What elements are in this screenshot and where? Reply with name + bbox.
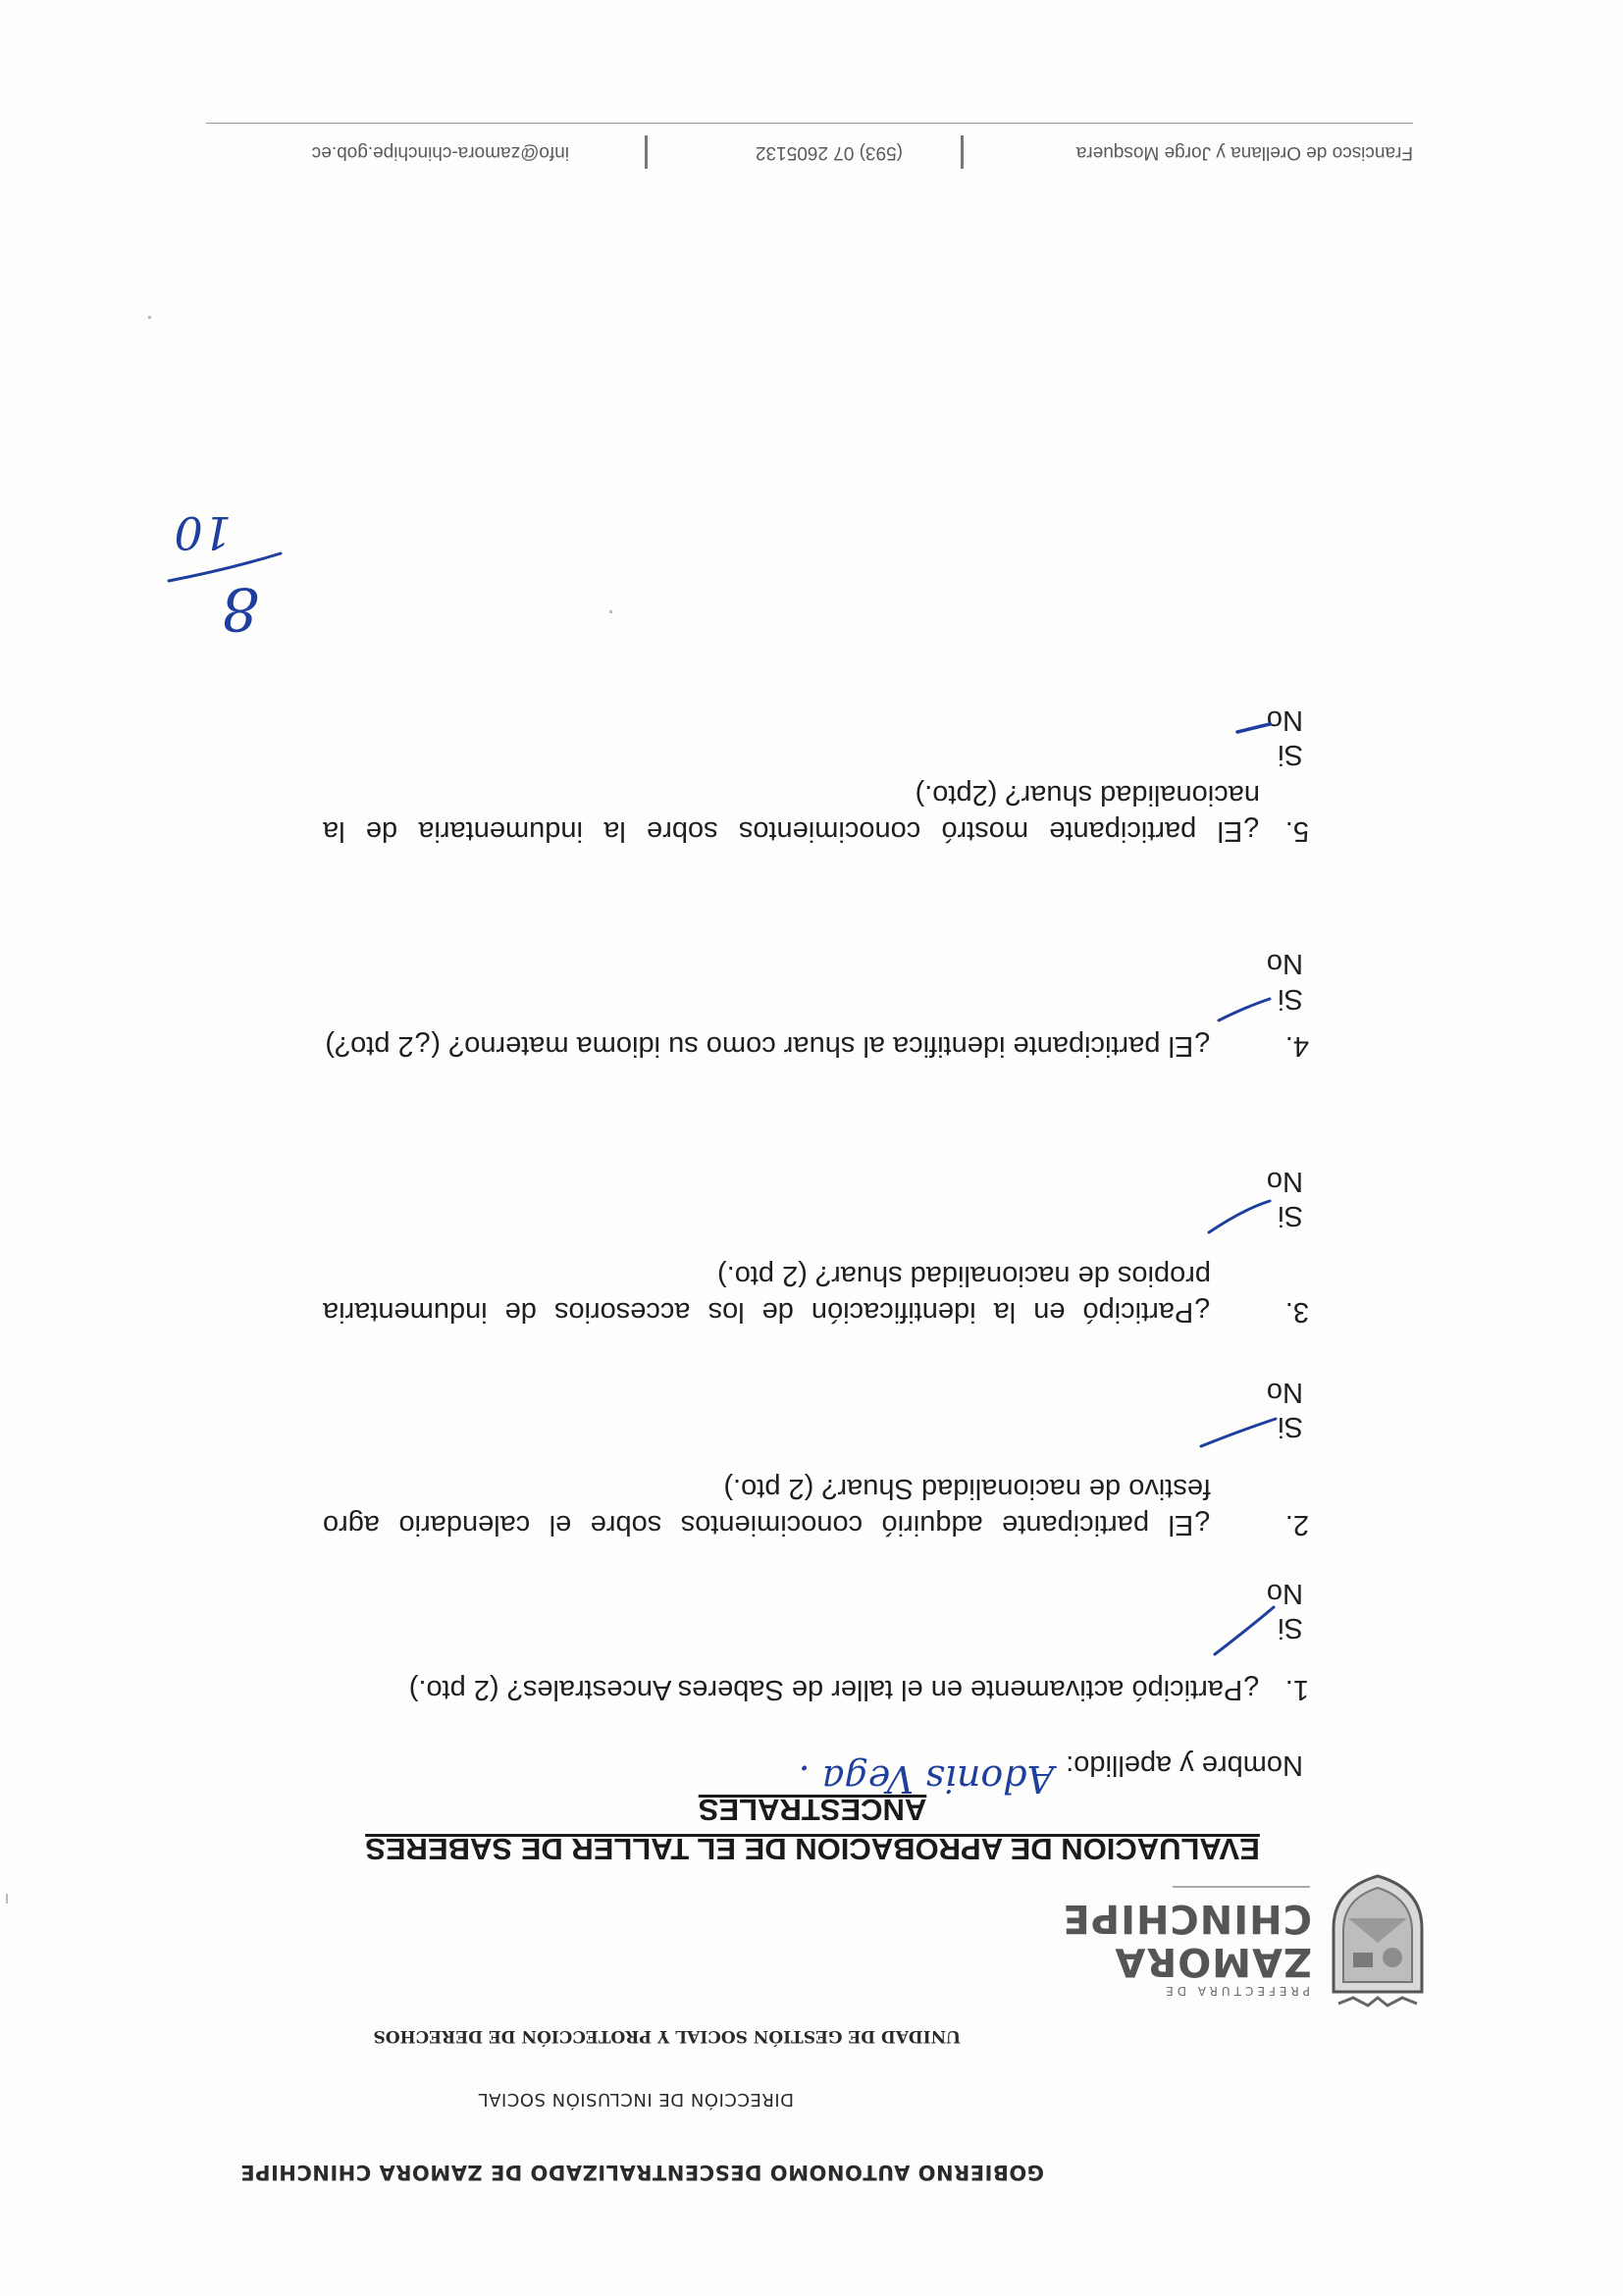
question-1 — [313, 1668, 1309, 1707]
footer-email: info@zamora-chinchipe.gob.ec — [311, 142, 569, 163]
question-number: 4. — [1284, 1030, 1309, 1062]
gad-title: GOBIERNO AUTONOMO DESCENTRALIZADO DE ZAMORA CHINCHIPE — [239, 2161, 1044, 2184]
name-handwritten: Adonis Vega . — [798, 1757, 1054, 1800]
name-label: Nombre y apellido: — [1066, 1749, 1303, 1781]
question-text: ¿Participó en la identificación de los accesorios de indumentaria propios de nacionalidad shuar? (2 pto.) — [323, 1260, 1211, 1328]
option-si: Si — [1278, 1612, 1303, 1644]
score-handwritten — [161, 491, 288, 643]
check-mark-icon — [1209, 1604, 1278, 1658]
prefectura-logo — [882, 1854, 1432, 2011]
check-mark-icon — [1196, 1416, 1280, 1450]
unidad-title: UNIDAD DE GESTIÓN SOCIAL Y PROTECCIÓN DE DERECHOS — [373, 2026, 961, 2046]
footer-phone: (593) 07 2605132 — [755, 142, 903, 163]
option-no: No — [1266, 1166, 1303, 1197]
score-obtained: 8 — [221, 574, 259, 643]
option-no: No — [1266, 1578, 1303, 1609]
scan-speck — [6, 1894, 8, 1904]
option-si: Si — [1278, 983, 1303, 1015]
logo-small-text: PREFECTURA DE — [1162, 1984, 1310, 1998]
question-text: ¿Participó activamente en el taller de Saberes Ancestrales? (2 pto.) — [408, 1674, 1260, 1705]
option-si: Si — [1278, 739, 1303, 770]
logo-rule — [1173, 1886, 1310, 1888]
dash-mark-icon — [1233, 718, 1273, 738]
question-number: 2. — [1284, 1509, 1309, 1540]
score-total: 10 — [174, 506, 232, 559]
question-text: ¿El participante adquirió conocimientos sobre el calendario agro festivo de nacionalidad Shuar? (2 pto.) — [323, 1473, 1211, 1540]
scan-speck — [148, 316, 151, 319]
question-4 — [313, 1024, 1309, 1064]
option-no: No — [1266, 948, 1303, 979]
direccion-title: DIRECCIÓN DE INCLUSIÓN SOCIAL — [478, 2089, 794, 2110]
option-si: Si — [1278, 1411, 1303, 1442]
check-mark-icon — [1205, 1197, 1274, 1236]
question-2 — [313, 1464, 1309, 1542]
logo-line-zamora: ZAMORA — [1114, 1939, 1312, 1984]
option-no: No — [1266, 1377, 1303, 1408]
scan-speck — [609, 610, 612, 613]
footer-separator — [645, 135, 648, 169]
question-number: 5. — [1284, 815, 1309, 847]
question-text: ¿El participante identifica al shuar como su idioma materno? (¿2 pto?) — [325, 1030, 1211, 1062]
footer-separator — [961, 135, 964, 169]
logo-line-chinchipe: CHINCHIPE — [1062, 1896, 1312, 1941]
evaluation-title: EVALUACION DE APROBACION DE EL TALLER DE SABERES ANCESTRALES — [365, 1793, 1260, 1866]
footer-address: Francisco de Orellana y Jorge Mosquera — [1075, 142, 1413, 163]
option-si: Si — [1278, 1200, 1303, 1231]
option-no: No — [1266, 704, 1303, 736]
question-number: 1. — [1284, 1674, 1309, 1705]
question-text: ¿El participante mostró conocimientos sobre la indumentaria de la nacionalidad shuar? (2pto.) — [323, 779, 1260, 847]
question-5 — [313, 770, 1309, 849]
footer-rule — [206, 123, 1413, 124]
footer — [206, 124, 1413, 173]
question-number: 3. — [1284, 1296, 1309, 1328]
question-3 — [313, 1251, 1309, 1330]
crest-icon — [1324, 1874, 1432, 2011]
check-mark-icon — [1215, 995, 1274, 1024]
